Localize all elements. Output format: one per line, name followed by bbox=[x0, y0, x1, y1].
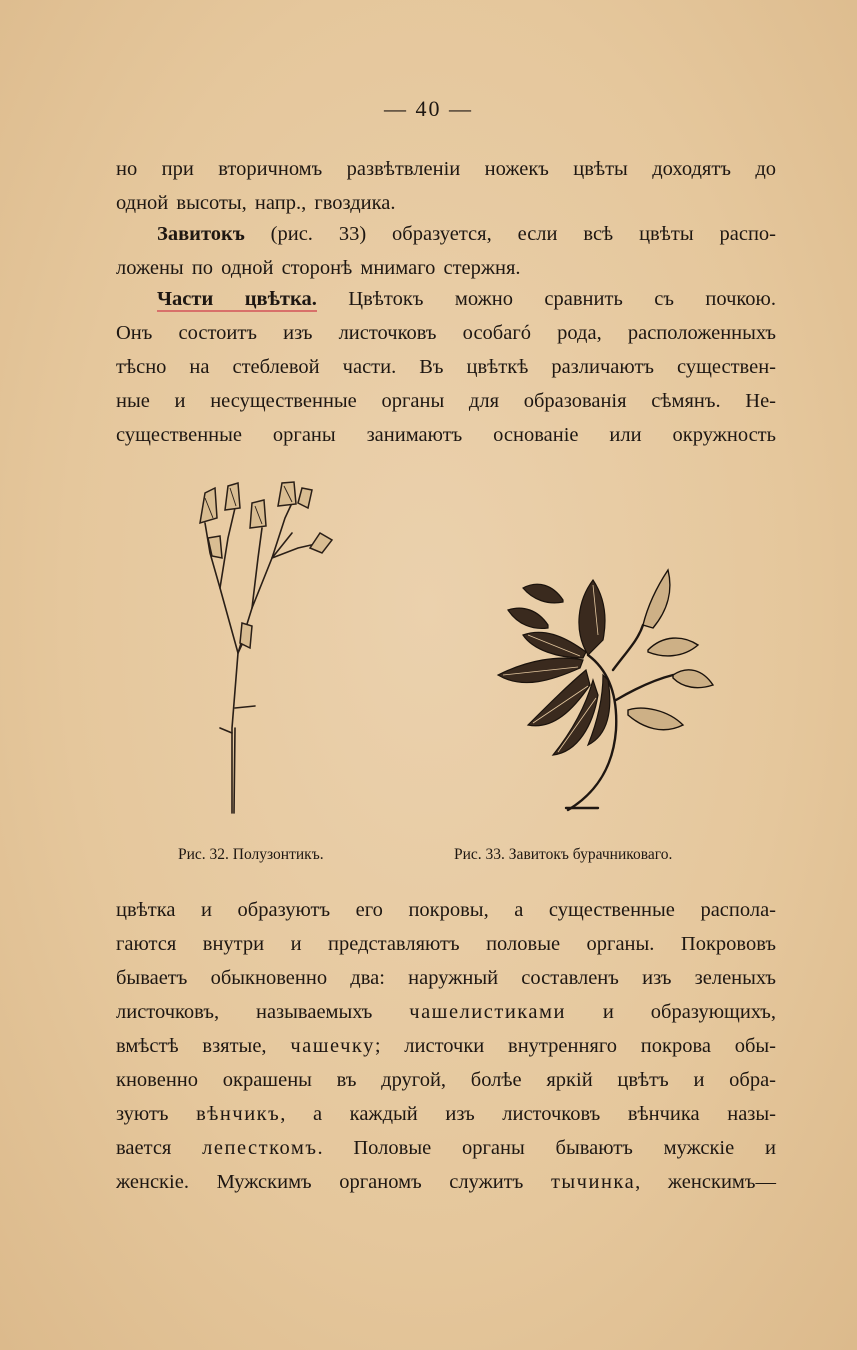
text-line bbox=[116, 1029, 776, 1063]
text-line: цвѣтка и образуютъ его покровы, а существенные распола- bbox=[116, 899, 776, 921]
term-zavitok: Завитокъ bbox=[157, 223, 245, 245]
text-line bbox=[116, 1165, 776, 1199]
text-line bbox=[116, 1131, 776, 1165]
text-fragment: , женскимъ— bbox=[635, 1171, 776, 1193]
text-line: одной высоты, напр., гвоздика. bbox=[116, 192, 396, 214]
text-fragment: женскіе. Мужскимъ органомъ служитъ bbox=[116, 1171, 551, 1193]
term-lepestok: лепесткомъ bbox=[202, 1137, 318, 1159]
paragraph-1 bbox=[116, 152, 776, 220]
term-venchik: вѣнчикъ bbox=[196, 1103, 281, 1125]
text-line bbox=[116, 282, 776, 316]
text-line: бываетъ обыкновенно два: наружный составленъ изъ зеленыхъ bbox=[116, 967, 776, 989]
text-line: ложены по одной сторонѣ мнимаго стержня. bbox=[116, 257, 521, 279]
text-line: ные и несущественные органы для образованія сѣмянъ. Не- bbox=[116, 390, 776, 412]
text-fragment: Цвѣтокъ можно сравнить съ почкою. bbox=[316, 288, 776, 310]
text-line: существенные органы занимаютъ основаніе или окружность bbox=[116, 424, 776, 446]
semi-umbel-drawing bbox=[180, 478, 350, 823]
paragraph-3 bbox=[116, 282, 776, 452]
figure-caption-32: Рис. 32. Полузонтикъ. bbox=[178, 846, 324, 863]
paragraph-4 bbox=[116, 893, 776, 1199]
figure-caption-33: Рис. 33. Завитокъ бурачниковаго. bbox=[454, 846, 673, 863]
term-chashelistiki: чашелистиками bbox=[409, 1001, 566, 1023]
page-number: — 40 — bbox=[384, 96, 473, 121]
text-line bbox=[116, 1097, 776, 1131]
term-chashechka: чашечку bbox=[290, 1035, 375, 1057]
term-chasti-tsvetka: Части цвѣтка. bbox=[157, 288, 317, 310]
text-line: кновенно окрашены въ другой, болѣе яркій цвѣтъ и обра- bbox=[116, 1069, 776, 1091]
text-line bbox=[116, 217, 776, 251]
text-line bbox=[116, 995, 776, 1029]
text-fragment: , а каждый изъ листочковъ вѣнчика назы- bbox=[280, 1103, 776, 1125]
text-fragment: (рис. 33) образуется, если всѣ цвѣты распо- bbox=[244, 223, 776, 245]
text-fragment: листочковъ, называемыхъ bbox=[116, 1001, 410, 1023]
text-fragment: . Половые органы бываютъ мужскіе и bbox=[317, 1137, 776, 1159]
borage-scorpioid-cyme-drawing bbox=[468, 540, 718, 825]
text-line: Онъ состоитъ изъ листочковъ особагó рода, расположенныхъ bbox=[116, 322, 776, 344]
text-line: гаются внутри и представляютъ половые органы. Покрововъ bbox=[116, 933, 776, 955]
paragraph-2 bbox=[116, 217, 776, 285]
text-fragment: зуютъ bbox=[116, 1103, 197, 1125]
text-fragment: вается bbox=[116, 1137, 203, 1159]
term-tychinka: тычинка bbox=[550, 1171, 636, 1193]
text-line: но при вторичномъ развѣтвленіи ножекъ цвѣты доходятъ до bbox=[116, 158, 776, 180]
text-fragment: ; листочки внутренняго покрова обы- bbox=[374, 1035, 776, 1057]
text-fragment: вмѣстѣ взятые, bbox=[116, 1035, 291, 1057]
text-line: тѣсно на стеблевой части. Въ цвѣткѣ различаютъ существен- bbox=[116, 356, 776, 378]
text-fragment: и образующихъ, bbox=[565, 1001, 776, 1023]
